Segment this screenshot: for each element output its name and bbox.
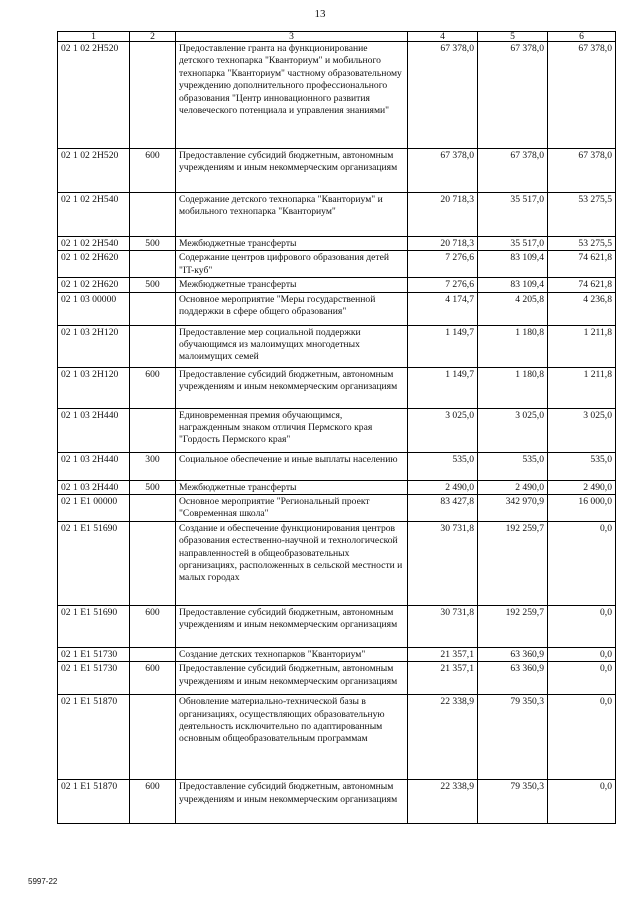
row-vr-cell: 600: [130, 780, 176, 824]
row-vr-cell: 500: [130, 480, 176, 494]
row-value-2022-cell: 7 276,6: [408, 251, 478, 278]
row-name-cell: Создание и обеспечение функционирования центров образования естественно-научной и технологической направленностей в общеобразовательных организациях, расположенных в сельской местности и малых городах: [176, 521, 408, 605]
row-vr-cell: 600: [130, 149, 176, 193]
row-value-2022-cell: 30 731,8: [408, 521, 478, 605]
row-value-2024-cell: 3 025,0: [548, 408, 616, 452]
row-value-2022-cell: 1 149,7: [408, 325, 478, 367]
row-vr-cell: [130, 408, 176, 452]
table-row: [58, 495, 616, 522]
row-value-2023-cell: 35 517,0: [478, 237, 548, 251]
row-vr-cell: [130, 292, 176, 325]
row-name-cell: Содержание детского технопарка "Кванториум" и мобильного технопарка "Кванториум": [176, 193, 408, 237]
footer-code: 5997-22: [28, 877, 58, 886]
row-code-cell: 02 1 Е1 00000: [58, 495, 130, 522]
row-vr-cell: 600: [130, 662, 176, 695]
row-value-2024-cell: 67 378,0: [548, 42, 616, 149]
row-value-2024-cell: 0,0: [548, 695, 616, 780]
table-row: [58, 780, 616, 824]
row-vr-cell: [130, 325, 176, 367]
row-code-cell: 02 1 03 00000: [58, 292, 130, 325]
table-row: [58, 149, 616, 193]
row-code-cell: 02 1 Е1 51690: [58, 521, 130, 605]
column-header: 6: [548, 32, 616, 42]
row-vr-cell: 500: [130, 278, 176, 292]
row-name-cell: Основное мероприятие "Меры государственной поддержки в сфере общего образования": [176, 292, 408, 325]
row-value-2024-cell: 53 275,5: [548, 237, 616, 251]
row-value-2023-cell: 3 025,0: [478, 408, 548, 452]
row-value-2022-cell: 7 276,6: [408, 278, 478, 292]
row-vr-cell: [130, 495, 176, 522]
row-name-cell: Межбюджетные трансферты: [176, 278, 408, 292]
row-name-cell: Единовременная премия обучающимся, награжденным знаком отличия Пермского края "Гордость Пермского края": [176, 408, 408, 452]
column-header: 4: [408, 32, 478, 42]
row-value-2023-cell: 342 970,9: [478, 495, 548, 522]
row-value-2024-cell: 2 490,0: [548, 480, 616, 494]
row-value-2023-cell: 67 378,0: [478, 42, 548, 149]
row-vr-cell: [130, 251, 176, 278]
row-value-2023-cell: 63 360,9: [478, 647, 548, 661]
row-name-cell: Содержание центров цифрового образования детей "IT-куб": [176, 251, 408, 278]
row-code-cell: 02 1 02 2Н520: [58, 42, 130, 149]
row-value-2022-cell: 20 718,3: [408, 237, 478, 251]
row-value-2024-cell: 535,0: [548, 452, 616, 480]
row-name-cell: Создание детских технопарков "Кванториум": [176, 647, 408, 661]
row-vr-cell: 600: [130, 367, 176, 408]
row-value-2024-cell: 67 378,0: [548, 149, 616, 193]
table-row: [58, 193, 616, 237]
row-value-2024-cell: 0,0: [548, 647, 616, 661]
row-value-2022-cell: 67 378,0: [408, 42, 478, 149]
row-value-2022-cell: 21 357,1: [408, 662, 478, 695]
row-value-2022-cell: 67 378,0: [408, 149, 478, 193]
row-name-cell: Обновление материально-технической базы в организациях, осуществляющих образовательную деятельность исключительно по адаптированным основным общеобразовательным программам: [176, 695, 408, 780]
budget-table: [57, 31, 616, 824]
row-value-2023-cell: 1 180,8: [478, 325, 548, 367]
row-value-2023-cell: 79 350,3: [478, 695, 548, 780]
row-code-cell: 02 1 Е1 51870: [58, 780, 130, 824]
row-name-cell: Межбюджетные трансферты: [176, 480, 408, 494]
table-row: [58, 521, 616, 605]
row-value-2023-cell: 192 259,7: [478, 605, 548, 647]
row-name-cell: Предоставление мер социальной поддержки обучающимся из малоимущих многодетных малоимущих семей: [176, 325, 408, 367]
row-value-2024-cell: 0,0: [548, 605, 616, 647]
row-code-cell: 02 1 03 2Н120: [58, 325, 130, 367]
row-value-2024-cell: 1 211,8: [548, 325, 616, 367]
row-code-cell: 02 1 03 2Н120: [58, 367, 130, 408]
row-name-cell: Предоставление субсидий бюджетным, автономным учреждениям и иным некоммерческим организациям: [176, 367, 408, 408]
row-value-2023-cell: 192 259,7: [478, 521, 548, 605]
row-value-2023-cell: 67 378,0: [478, 149, 548, 193]
column-header: 3: [176, 32, 408, 42]
row-value-2024-cell: 4 236,8: [548, 292, 616, 325]
row-code-cell: 02 1 02 2Н540: [58, 193, 130, 237]
row-code-cell: 02 1 Е1 51730: [58, 647, 130, 661]
row-code-cell: 02 1 Е1 51870: [58, 695, 130, 780]
row-name-cell: Социальное обеспечение и иные выплаты населению: [176, 452, 408, 480]
table-row: [58, 325, 616, 367]
table-row: [58, 480, 616, 494]
row-value-2024-cell: 74 621,8: [548, 251, 616, 278]
row-value-2022-cell: 20 718,3: [408, 193, 478, 237]
row-code-cell: 02 1 02 2Н620: [58, 251, 130, 278]
table-row: [58, 251, 616, 278]
row-code-cell: 02 1 02 2Н520: [58, 149, 130, 193]
row-value-2022-cell: 22 338,9: [408, 695, 478, 780]
row-vr-cell: [130, 695, 176, 780]
table-row: [58, 278, 616, 292]
table-header-row: [58, 32, 616, 42]
column-header: 1: [58, 32, 130, 42]
row-value-2023-cell: 79 350,3: [478, 780, 548, 824]
row-vr-cell: [130, 193, 176, 237]
row-value-2022-cell: 3 025,0: [408, 408, 478, 452]
row-value-2023-cell: 535,0: [478, 452, 548, 480]
row-name-cell: Межбюджетные трансферты: [176, 237, 408, 251]
row-value-2024-cell: 16 000,0: [548, 495, 616, 522]
page-number: 13: [314, 8, 326, 20]
row-value-2022-cell: 2 490,0: [408, 480, 478, 494]
row-vr-cell: 500: [130, 237, 176, 251]
row-code-cell: 02 1 03 2Н440: [58, 480, 130, 494]
row-value-2022-cell: 22 338,9: [408, 780, 478, 824]
row-code-cell: 02 1 Е1 51730: [58, 662, 130, 695]
row-value-2022-cell: 4 174,7: [408, 292, 478, 325]
row-code-cell: 02 1 02 2Н540: [58, 237, 130, 251]
row-vr-cell: [130, 521, 176, 605]
table-row: [58, 662, 616, 695]
row-name-cell: Основное мероприятие "Региональный проект "Современная школа": [176, 495, 408, 522]
table-row: [58, 452, 616, 480]
row-code-cell: 02 1 02 2Н620: [58, 278, 130, 292]
row-name-cell: Предоставление субсидий бюджетным, автономным учреждениям и иным некоммерческим организациям: [176, 662, 408, 695]
row-vr-cell: 300: [130, 452, 176, 480]
table-row: [58, 367, 616, 408]
row-vr-cell: [130, 647, 176, 661]
row-value-2023-cell: 1 180,8: [478, 367, 548, 408]
row-code-cell: 02 1 03 2Н440: [58, 408, 130, 452]
row-value-2024-cell: 74 621,8: [548, 278, 616, 292]
row-value-2024-cell: 0,0: [548, 662, 616, 695]
table-body: [58, 42, 616, 824]
row-name-cell: Предоставление гранта на функционирование детского технопарка "Кванториум" и мобильного технопарка "Кванториум" частному образовательному учреждению дополнительного профессионального образования "Центр инновационного развития человеческого потенциала и управления знаниями": [176, 42, 408, 149]
row-value-2023-cell: 2 490,0: [478, 480, 548, 494]
row-value-2022-cell: 21 357,1: [408, 647, 478, 661]
row-value-2022-cell: 535,0: [408, 452, 478, 480]
table-row: [58, 292, 616, 325]
row-vr-cell: [130, 42, 176, 149]
table-row: [58, 695, 616, 780]
row-value-2024-cell: 53 275,5: [548, 193, 616, 237]
table-row: [58, 237, 616, 251]
row-vr-cell: 600: [130, 605, 176, 647]
row-value-2024-cell: 0,0: [548, 780, 616, 824]
row-code-cell: 02 1 03 2Н440: [58, 452, 130, 480]
row-value-2022-cell: 83 427,8: [408, 495, 478, 522]
table-row: [58, 42, 616, 149]
row-value-2023-cell: 83 109,4: [478, 278, 548, 292]
column-header: 2: [130, 32, 176, 42]
row-name-cell: Предоставление субсидий бюджетным, автономным учреждениям и иным некоммерческим организациям: [176, 780, 408, 824]
column-header: 5: [478, 32, 548, 42]
row-name-cell: Предоставление субсидий бюджетным, автономным учреждениям и иным некоммерческим организациям: [176, 605, 408, 647]
row-code-cell: 02 1 Е1 51690: [58, 605, 130, 647]
table-row: [58, 647, 616, 661]
row-value-2022-cell: 30 731,8: [408, 605, 478, 647]
table-row: [58, 408, 616, 452]
row-value-2022-cell: 1 149,7: [408, 367, 478, 408]
row-value-2023-cell: 4 205,8: [478, 292, 548, 325]
row-value-2023-cell: 35 517,0: [478, 193, 548, 237]
row-value-2023-cell: 63 360,9: [478, 662, 548, 695]
row-name-cell: Предоставление субсидий бюджетным, автономным учреждениям и иным некоммерческим организациям: [176, 149, 408, 193]
row-value-2023-cell: 83 109,4: [478, 251, 548, 278]
table-row: [58, 605, 616, 647]
row-value-2024-cell: 0,0: [548, 521, 616, 605]
row-value-2024-cell: 1 211,8: [548, 367, 616, 408]
